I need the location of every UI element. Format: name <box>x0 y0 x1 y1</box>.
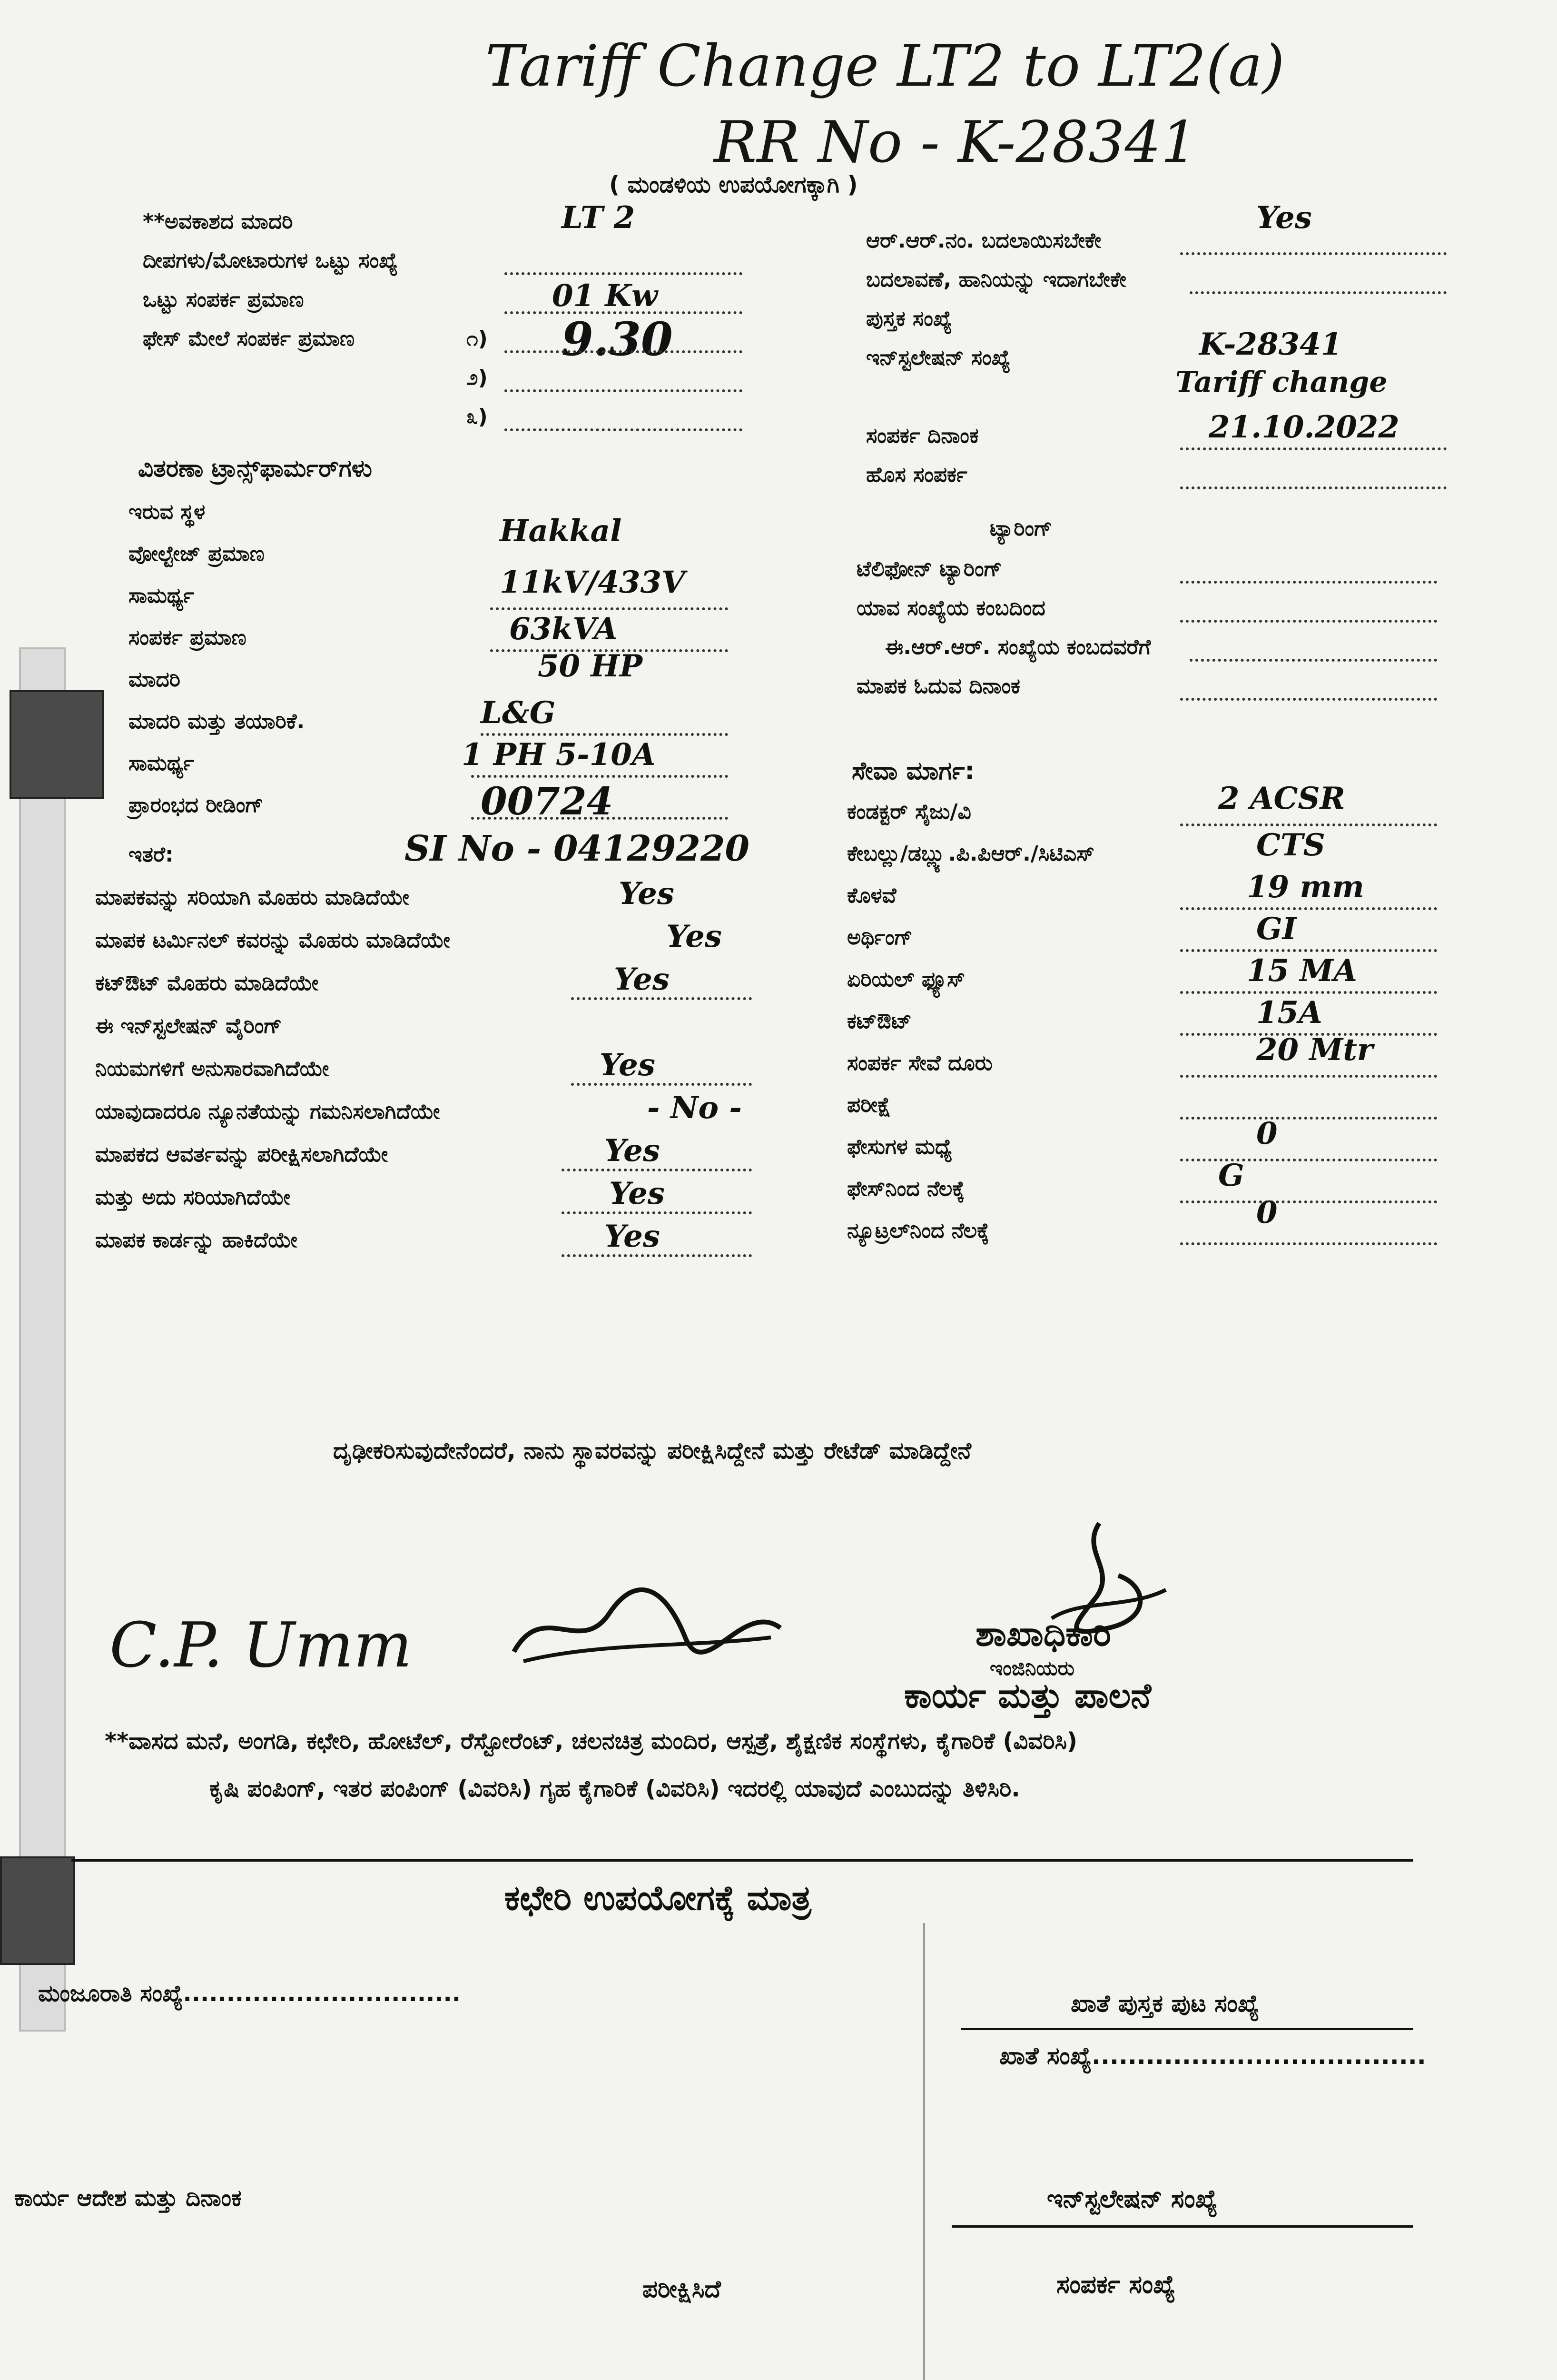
connection-number-label: ಸಂಪರ್ಕ ಸಂಖ್ಯೆ <box>1056 2271 1176 2299</box>
right-mid-section <box>857 547 1523 704</box>
field-label: ಮಾಪಕದ ಆವರ್ತವನ್ನು ಪರೀಕ್ಷಿಸಲಾಗಿದೆಯೇ <box>95 1142 388 1167</box>
field-value: 2 ACSR <box>1218 781 1345 816</box>
transformer-heading: ವಿತರಣಾ ಟ್ರಾನ್ಸ್‌ಫಾರ್ಮರ್‌ಗಳು <box>138 455 372 482</box>
field-value: Yes <box>600 1047 655 1083</box>
form-row <box>119 779 738 825</box>
installation-number-label: ಇನ್‌ಸ್ಟಲೇಷನ್ ಸಂಖ್ಯೆ <box>1047 2185 1218 2213</box>
binder-clip-bottom <box>0 1856 75 1965</box>
field-label: ಮಾಪಕ ಓದುವ ದಿನಾಂಕ <box>857 674 1020 698</box>
field-value: 50 HP <box>538 648 642 684</box>
field-label: ಒಟ್ಟು ಸಂಪರ್ಕ ಪ್ರಮಾಣ <box>143 288 304 312</box>
dotted-line <box>1180 1200 1437 1203</box>
field-label: ಫೇಸ್‌ನಿಂದ ನೆಲಕ್ಕೆ <box>847 1177 965 1201</box>
field-label: ಯಾವುದಾದರೂ ನ್ಯೂನತೆಯನ್ನು ಗಮನಿಸಲಾಗಿದೆಯೇ <box>95 1100 440 1124</box>
dotted-line <box>1190 291 1447 294</box>
form-row <box>866 409 1532 453</box>
binder-clip-top <box>10 690 104 799</box>
dotted-line <box>1180 447 1447 450</box>
field-value: 1 PH 5-10A <box>462 737 656 773</box>
field-label: ಕೊಳವೆ <box>847 883 897 908</box>
dotted-line <box>1190 659 1437 662</box>
dotted-line <box>1180 823 1437 826</box>
field-value: 00724 <box>481 779 613 823</box>
installation-underline <box>952 2225 1413 2228</box>
dotted-line <box>1180 252 1447 255</box>
form-row <box>119 611 738 658</box>
signature-left-scribble <box>504 1571 790 1676</box>
field-label: ಇರುವ ಸ್ಥಳ <box>128 500 206 524</box>
field-value: Yes <box>604 1133 660 1169</box>
form-row <box>866 453 1532 492</box>
work-order-label: ಕಾರ್ಯ ಆದೇಶ ಮತ್ತು ದಿನಾಂಕ <box>14 2185 242 2211</box>
field-value: Yes <box>604 1219 660 1254</box>
form-row <box>847 781 1523 832</box>
form-row <box>119 695 738 742</box>
field-label: ಫೇಸುಗಳ ಮಧ್ಯೆ <box>847 1135 953 1159</box>
form-row <box>143 395 761 434</box>
field-label: ಕಟ್‌ಔಟ್ <box>847 1009 912 1033</box>
form-row <box>847 1158 1523 1209</box>
field-label: ಕಂಡಕ್ಟರ್ ಸೈಜು/ವಿ <box>847 800 971 824</box>
field-value: Tariff change <box>1175 366 1388 399</box>
form-row <box>119 565 738 616</box>
right-seva-section <box>847 781 1523 1251</box>
field-value: K-28341 <box>1199 327 1342 362</box>
field-value: GI <box>1256 911 1297 947</box>
form-row <box>143 200 761 239</box>
wiring-heading: ಟ್ಯಾರಿಂಗ್ <box>990 516 1053 541</box>
field-value: 15A <box>1256 995 1322 1031</box>
form-row <box>86 1133 776 1176</box>
officer-designation-engineer: ಇಂಜಿನಿಯರು <box>990 1656 1075 1680</box>
form-row <box>119 648 738 700</box>
form-row <box>86 919 776 962</box>
form-row <box>847 1032 1523 1083</box>
form-row <box>143 356 761 395</box>
dotted-line <box>471 817 728 820</box>
field-value: Yes <box>609 1176 665 1211</box>
field-value: 0 <box>1256 1116 1278 1151</box>
footnote-line2: ಕೃಷಿ ಪಂಪಿಂಗ್, ಇತರ ಪಂಪಿಂಗ್ (ವಿವರಿಸಿ) ಗೃಹ ಕೈಗಾರಿಕೆ (ವಿವರಿಸಿ) ಇದರಲ್ಲಿ ಯಾವುದೆ ಎಂಬುದನ್ನು ತಿಳಿಸಿರಿ. <box>209 1775 1020 1802</box>
field-label: ಸಂಪರ್ಕ ಸೇವೆ ದೂರು <box>847 1051 993 1075</box>
field-label: ಹೊಸ ಸಂಪರ್ಕ <box>866 463 967 487</box>
office-heading: ಕಛೇರಿ ಉಪಯೋಗಕ್ಕೆ ಮಾತ್ರ <box>504 1878 811 1918</box>
field-value: 21.10.2022 <box>1209 409 1399 445</box>
dotted-line <box>504 272 742 275</box>
form-row <box>847 953 1523 1000</box>
form-row <box>847 1195 1523 1251</box>
left-top-section <box>143 200 761 434</box>
field-label: ಇನ್‌ಸ್ಟಲೇಷನ್ ಸಂಖ್ಯೆ <box>866 346 1011 370</box>
field-label: ಪರೀಕ್ಷೆ <box>847 1093 891 1117</box>
field-value: 19 mm <box>1247 869 1364 905</box>
field-value: 63kVA <box>509 611 618 647</box>
field-label: ಟೆಲಿಫೋನ್ ಟ್ಯಾರಿಂಗ್ <box>857 557 1002 581</box>
dotted-line <box>1180 907 1437 910</box>
form-row <box>866 366 1532 414</box>
field-label: ಇತರೆ: <box>128 843 174 867</box>
dotted-line <box>1180 1242 1437 1245</box>
form-row <box>847 1116 1523 1167</box>
field-value: - No - <box>647 1090 742 1126</box>
header-handwritten-line2: RR No - K-28341 <box>714 109 1198 176</box>
field-value: 01 Kw <box>552 278 658 314</box>
form-row <box>86 1219 776 1261</box>
field-sub-label: ೧) <box>466 327 488 351</box>
field-value: 20 Mtr <box>1256 1032 1373 1068</box>
form-row <box>86 1090 776 1133</box>
form-row <box>86 1176 776 1219</box>
field-value: SI No - 04129220 <box>404 828 749 869</box>
dotted-line <box>562 1211 752 1214</box>
dotted-line <box>1180 698 1437 701</box>
field-value: L&G <box>481 695 556 731</box>
dotted-line <box>1180 949 1437 952</box>
field-value: Hakkal <box>500 513 622 549</box>
field-label: ಪ್ರಾರಂಭದ ರೀಡಿಂಗ್ <box>128 793 264 817</box>
field-label: **ಅವಕಾಶದ ಮಾದರಿ <box>143 209 293 234</box>
dotted-line <box>1180 991 1437 994</box>
dotted-line <box>504 350 742 353</box>
form-row <box>143 278 761 317</box>
field-value: Yes <box>619 876 674 912</box>
dotted-line <box>504 428 742 431</box>
field-value: 11kV/433V <box>500 565 685 600</box>
field-value: 15 MA <box>1247 953 1357 989</box>
field-label: ಏರಿಯಲ್ ಫ್ಯೂಸ್ <box>847 967 965 992</box>
dotted-line <box>1180 620 1437 623</box>
field-label: ಫೇಸ್ ಮೇಲೆ ಸಂಪರ್ಕ ಪ್ರಮಾಣ <box>143 327 355 351</box>
dotted-line <box>1180 581 1437 584</box>
form-row-itara <box>119 828 833 876</box>
form-row <box>857 547 1523 586</box>
field-label: ಈ.ಆರ್.ಆರ್. ಸಂಖ್ಯೆಯ ಕಂಬದವರೆಗೆ <box>885 635 1151 659</box>
checked-label: ಪರೀಕ್ಷಿಸಿದೆ <box>642 2275 721 2303</box>
dotted-line <box>490 607 728 610</box>
form-row <box>847 869 1523 916</box>
declaration-text: ದೃಢೀಕರಿಸುವುದೇನೆಂದರೆ, ನಾನು ಸ್ಥಾವರವನ್ನು ಪರೀಕ್ಷಿಸಿದ್ದೇನೆ ಮತ್ತು ರೇಟೆಡ್ ಮಾಡಿದ್ದೇನೆ <box>333 1438 972 1464</box>
field-value: 0 <box>1256 1195 1278 1230</box>
dotted-line <box>1180 1075 1437 1078</box>
field-value: 9.30 <box>562 312 673 366</box>
field-label: ಮಾಪಕ ಕಾರ್ಡನ್ನು ಹಾಕಿದೆಯೇ <box>95 1228 297 1252</box>
form-row <box>143 239 761 278</box>
form-row <box>119 490 738 532</box>
dotted-line <box>1180 1117 1437 1120</box>
form-row <box>857 625 1523 664</box>
field-label: ಯಾವ ಸಂಖ್ಯೆಯ ಕಂಬದಿಂದ <box>857 596 1045 620</box>
officer-designation: ಶಾಖಾಧಿಕಾರಿ <box>976 1614 1112 1654</box>
approval-number-field: ಮಂಜೂರಾತಿ ಸಂಖ್ಯೆ................................ <box>38 1980 461 2007</box>
form-row <box>866 258 1532 297</box>
dotted-line <box>471 775 728 778</box>
header-handwritten-line1: Tariff Change LT2 to LT2(a) <box>485 33 1285 99</box>
ledger-page-number-label: ಖಾತೆ ಪುಸ್ತಕ ಪುಟ ಸಂಖ್ಯೆ <box>1071 1990 1260 2017</box>
form-row <box>847 911 1523 958</box>
form-row <box>86 1047 776 1090</box>
form-row <box>847 1083 1523 1125</box>
field-value: Yes <box>666 919 722 954</box>
dotted-line <box>481 733 728 736</box>
form-row <box>857 664 1523 704</box>
form-row <box>86 962 776 1004</box>
dotted-line <box>504 389 742 392</box>
office-divider-top <box>71 1859 1413 1862</box>
dotted-line <box>562 1169 752 1171</box>
binder-edge <box>19 647 66 2032</box>
field-value: G <box>1218 1158 1244 1193</box>
form-row <box>847 827 1523 874</box>
field-label: ಪುಸ್ತಕ ಸಂಖ್ಯೆ <box>866 307 952 331</box>
field-label: ನಿಯಮಗಳಿಗೆ ಅನುಸಾರವಾಗಿದೆಯೇ <box>95 1057 329 1081</box>
field-label: ದೀಪಗಳು/ಮೋಟಾರುಗಳ ಒಟ್ಟು ಸಂಖ್ಯೆ <box>143 248 398 273</box>
form-row <box>847 995 1523 1041</box>
form-row <box>86 876 776 919</box>
form-row <box>143 312 761 366</box>
field-label: ಮಾಪಕ ಟರ್ಮಿನಲ್ ಕವರನ್ನು ಮೊಹರು ಮಾಡಿದೆಯೇ <box>95 928 450 952</box>
field-label: ಆರ್.ಆರ್.ನಂ. ಬದಲಾಯಿಸಬೇಕೇ <box>866 228 1102 253</box>
left-checks-section <box>86 876 776 1261</box>
form-row <box>857 586 1523 625</box>
form-row <box>86 1004 776 1047</box>
form-subtitle: ( ಮಂಡಳಿಯ ಉಪಯೋಗಕ್ಕಾಗಿ ) <box>609 171 858 198</box>
field-label: ಮಾದರಿ ಮತ್ತು ತಯಾರಿಕೆ. <box>128 709 305 734</box>
field-label: ಅರ್ಥಿಂಗ್ <box>847 925 913 950</box>
footnote-line1: **ವಾಸದ ಮನೆ, ಅಂಗಡಿ, ಕಛೇರಿ, ಹೋಟೆಲ್, ರೆಸ್ಟೋರೆಂಟ್, ಚಲನಚಿತ್ರ ಮಂದಿರ, ಆಸ್ಪತ್ರೆ, ಶೈಕ್ಷಣಿಕ ಸಂಸ್ಥೆಗಳು, ಕೈಗಾರಿಕೆ (ವಿವರಿಸಿ) <box>105 1728 1077 1755</box>
field-sub-label: ೩) <box>466 405 488 429</box>
field-label: ವೋಲ್ಟೇಜ್ ಪ್ರಮಾಣ <box>128 542 265 566</box>
account-number-field: ಖಾತೆ ಸಂಖ್ಯೆ..................................... <box>999 2042 1426 2070</box>
officer-designation-works: ಕಾರ್ಯ ಮತ್ತು ಪಾಲನೆ <box>904 1676 1152 1716</box>
field-label: ಈ ಇನ್‌ಸ್ಟಲೇಷನ್ ವೈರಿಂಗ್ <box>95 1014 282 1038</box>
field-label: ಮತ್ತು ಅದು ಸರಿಯಾಗಿದೆಯೇ <box>95 1185 291 1210</box>
dotted-line <box>1180 486 1447 489</box>
field-label: ಸಾಮರ್ಥ್ಯ <box>128 751 195 775</box>
signature-left-text: C.P. Umm <box>109 1609 413 1681</box>
field-label: ನ್ಯೂಟ್ರಲ್‌ನಿಂದ ನೆಲಕ್ಕೆ <box>847 1219 989 1243</box>
field-label: ಮಾದರಿ <box>128 667 181 692</box>
field-label: ಕೇಬಲ್ಲು/ಡಬ್ಲ್ಯು.ಪಿ.ಪಿಆರ್./ಸಿಟಿಎಸ್ <box>847 842 1094 866</box>
field-value: Yes <box>614 962 670 997</box>
right-top-section <box>866 200 1532 492</box>
form-row <box>866 200 1532 258</box>
field-value: CTS <box>1256 827 1325 863</box>
service-line-heading: ಸೇವಾ ಮಾರ್ಗ: <box>852 757 975 785</box>
dotted-line <box>571 997 752 1000</box>
field-label: ಬದಲಾವಣೆ, ಹಾನಿಯನ್ನು ಇದಾಗಬೇಕೇ <box>866 268 1126 292</box>
left-mid-section <box>119 490 738 825</box>
field-value: Yes <box>1256 200 1312 236</box>
field-label: ಸಾಮರ್ಥ್ಯ <box>128 584 195 608</box>
field-label: ಮಾಪಕವನ್ನು ಸರಿಯಾಗಿ ಮೊಹರು ಮಾಡಿದೆಯೇ <box>95 885 409 910</box>
ledger-page-underline <box>961 2028 1413 2030</box>
field-sub-label: ೨) <box>466 366 488 390</box>
field-label: ಸಂಪರ್ಕ ದಿನಾಂಕ <box>866 424 979 448</box>
field-label: ಕಟ್‌ಔಟ್ ಮೊಹರು ಮಾಡಿದೆಯೇ <box>95 971 319 995</box>
dotted-line <box>571 1083 752 1086</box>
dotted-line <box>562 1254 752 1257</box>
office-column-divider <box>923 1923 925 2380</box>
field-value: LT 2 <box>562 200 635 236</box>
field-label: ಸಂಪರ್ಕ ಪ್ರಮಾಣ <box>128 625 246 650</box>
form-row <box>119 737 738 783</box>
